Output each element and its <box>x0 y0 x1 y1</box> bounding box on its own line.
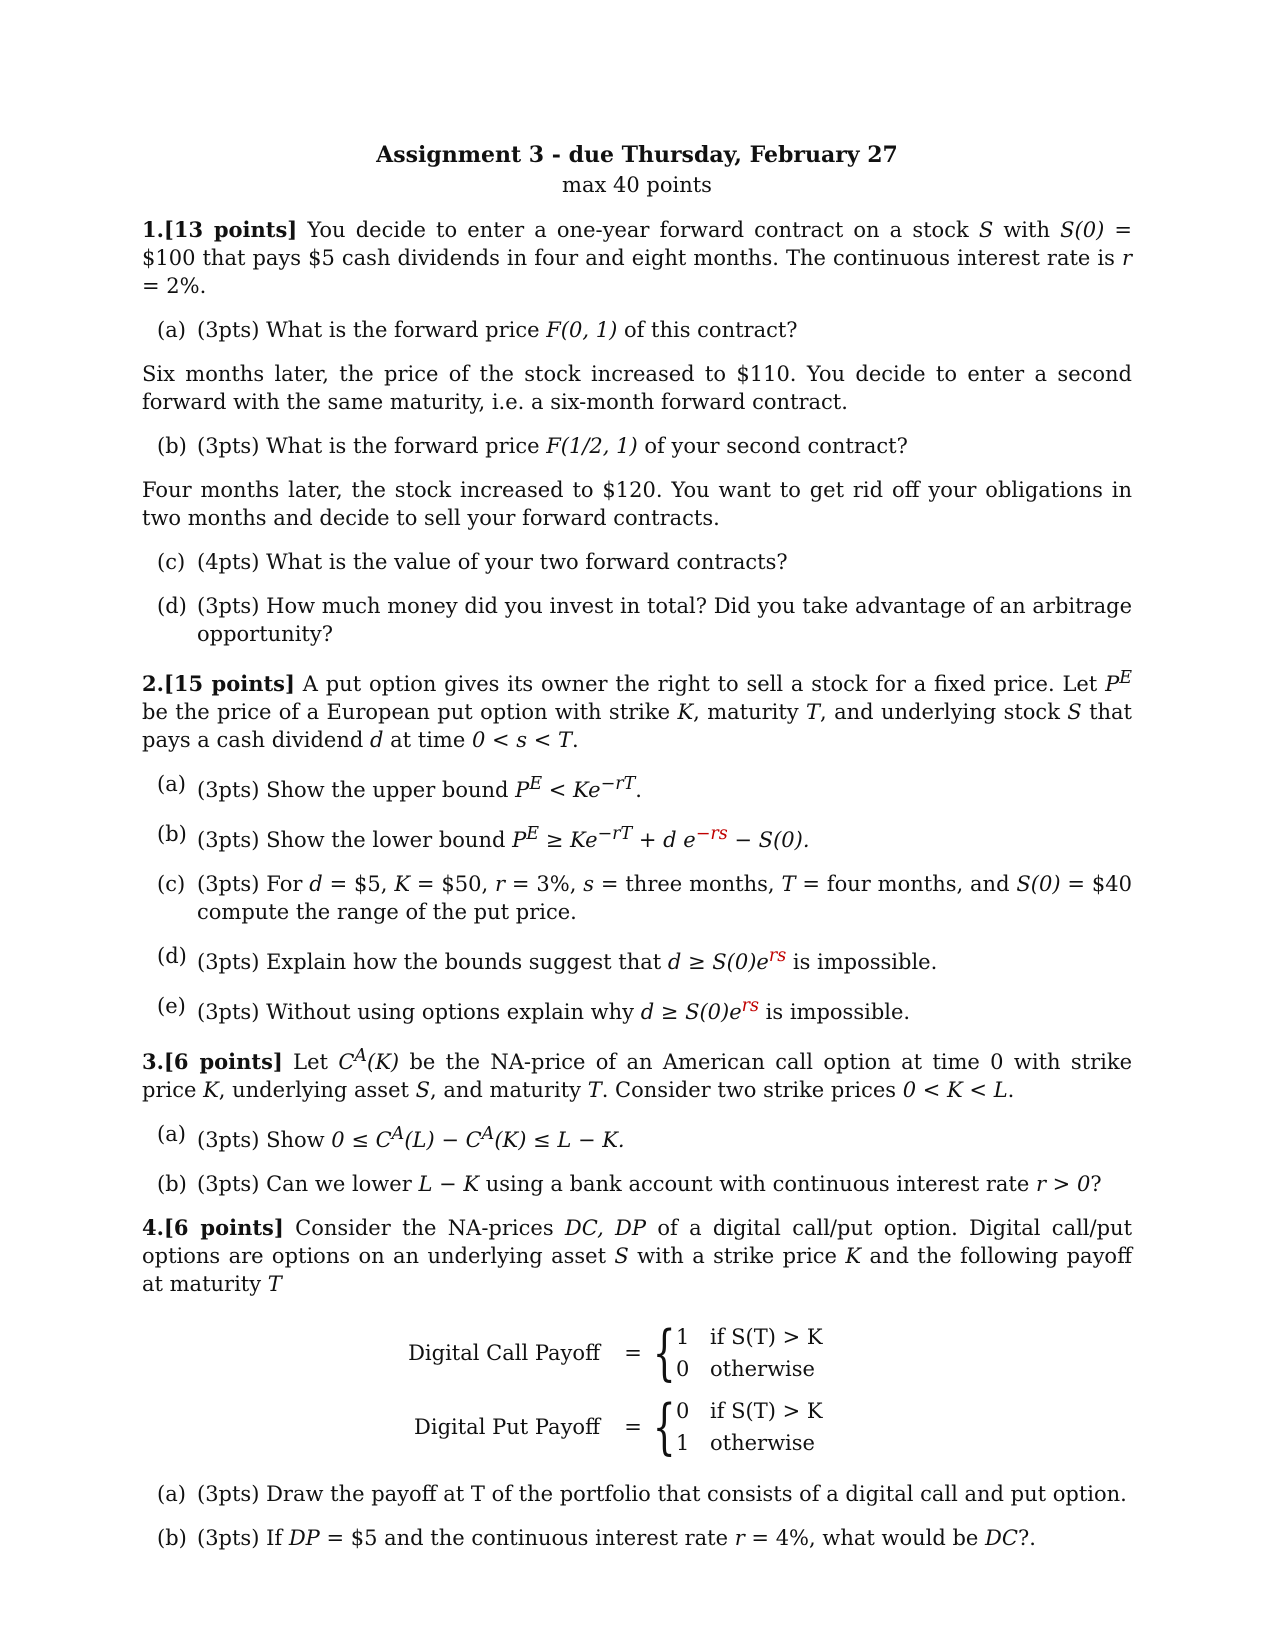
question-2-intro: 2.[15 points] A put option gives its owner the right to sell a stock for a fixed price. Let $P^E$ be the price of a European put option with strike K, maturity T, and underlying stock S that pays a cash dividend d at time 0 < s < T. <box>142 668 1132 752</box>
question-2d: (d) (3pts) Explain how the bounds suggest that $d \ge S(0)e^{rs}$ is impossible. <box>157 944 938 974</box>
question-2a: (a) (3pts) Show the upper bound $P^E < Ke^{-rT}$. <box>157 772 642 802</box>
question-2b: (b) (3pts) Show the lower bound $P^E \ge Ke^{-rT} + d$ $e^{-rs} - S(0)$. <box>157 822 810 852</box>
left-brace-icon: { <box>652 1318 676 1388</box>
question-3-label: 3.[6 points] <box>142 1049 283 1074</box>
question-4a: (a) (3pts) Draw the payoff at T of the portfolio that consists of a digital call and put option. <box>157 1482 1127 1506</box>
left-brace-icon: { <box>652 1392 676 1462</box>
case-row: 0 if S(T) > K <box>676 1399 823 1423</box>
question-1b: (b) (3pts) What is the forward price F(1/2, 1) of your second contract? <box>157 434 908 458</box>
question-4b: (b) (3pts) If DP = $5 and the continuous interest rate r = 4%, what would be DC?. <box>157 1526 1036 1550</box>
question-1-mid-2: Four months later, the stock increased to $120. You want to get rid off your obligations in two months and decide to sell your forward contracts. <box>142 478 1132 530</box>
question-3-intro: 3.[6 points] Let $C^A(K)$ be the NA-price of an American call option at time 0 with strike price K, underlying asset S, and maturity T. Consider two strike prices 0 < K < L. <box>142 1046 1132 1102</box>
case-row: 1 otherwise <box>676 1431 815 1455</box>
digital-put-payoff: Digital Put Payoff = { 0 if S(T) > K 1 otherwise <box>414 1392 823 1462</box>
page-subtitle: max 40 points <box>562 173 712 197</box>
page-title: Assignment 3 - due Thursday, February 27 <box>376 142 898 168</box>
question-4-label: 4.[6 points] <box>142 1215 284 1240</box>
question-2e: (e) (3pts) Without using options explain why $d \ge S(0)e^{rs}$ is impossible. <box>157 994 911 1024</box>
payoff-definitions <box>142 1316 1132 1464</box>
case-row: 0 otherwise <box>676 1357 815 1381</box>
question-2c: (c) (3pts) For d = $5, K = $50, r = 3%, s = three months, T = four months, and S(0) = $40 compute the range of the put price. <box>157 872 1132 924</box>
question-4-intro: 4.[6 points] Consider the NA-prices DC, DP of a digital call/put option. Digital call/put options are options on an underlying asset S with a strike price K and the following payoff at maturity T <box>142 1215 1133 1296</box>
question-1-intro: 1.[13 points] You decide to enter a one-year forward contract on a stock S with S(0) = $100 that pays $5 cash dividends in four and eight months. The continuous interest rate is r = 2%. <box>142 217 1132 298</box>
question-2-label: 2.[15 points] <box>142 671 295 696</box>
question-3b: (b) (3pts) Can we lower L − K using a bank account with continuous interest rate r > 0? <box>157 1172 1102 1196</box>
question-1c: (c) (4pts) What is the value of your two forward contracts? <box>157 550 788 574</box>
question-1-label: 1.[13 points] <box>142 217 298 242</box>
question-3a: (a) (3pts) Show $0 \le C^A(L) - C^A(K) \le L - K$. <box>157 1122 625 1152</box>
question-1-mid-1: Six months later, the price of the stock increased to $110. You decide to enter a second forward with the same maturity, i.e. a six-month forward contract. <box>142 362 1132 414</box>
question-1a: (a) (3pts) What is the forward price F(0, 1) of this contract? <box>157 318 798 342</box>
question-1d: (d) (3pts) How much money did you invest in total? Did you take advantage of an arbitrage opportunity? <box>157 594 1132 646</box>
digital-call-payoff: Digital Call Payoff = { 1 if S(T) > K 0 otherwise <box>408 1318 823 1388</box>
assignment-page <box>142 140 1132 1552</box>
case-row: 1 if S(T) > K <box>676 1325 823 1349</box>
